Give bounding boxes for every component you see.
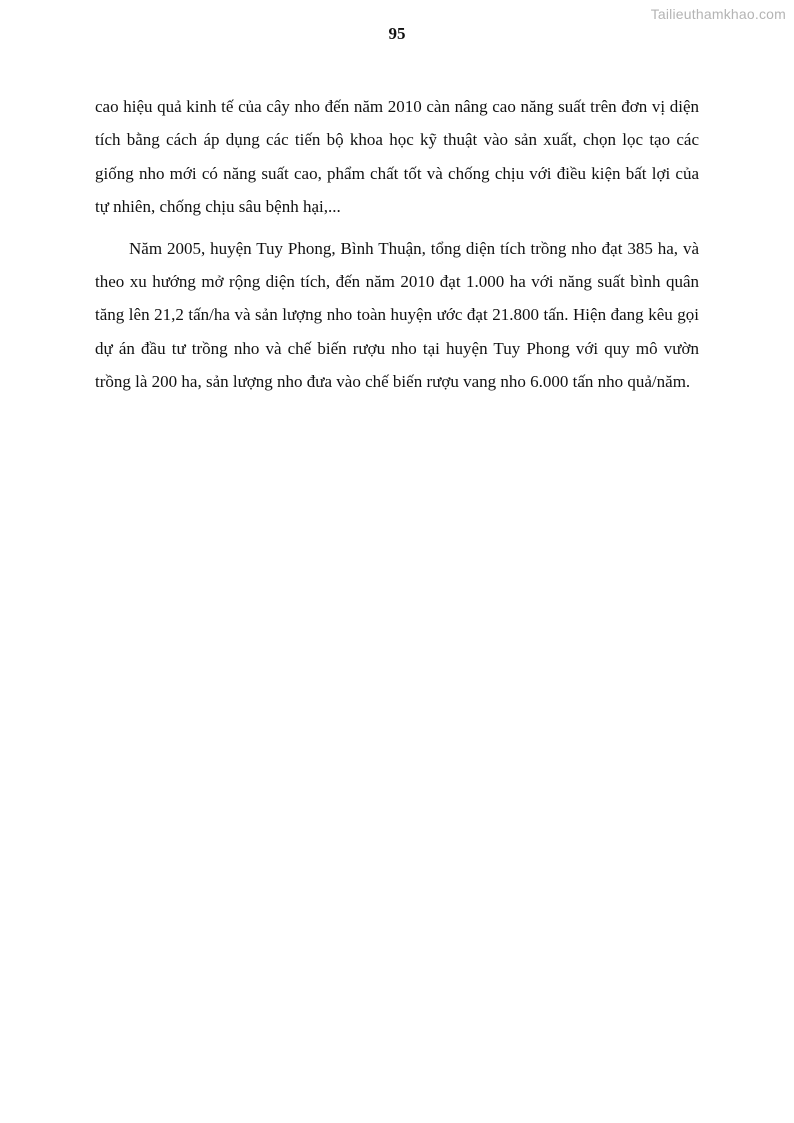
page-number: 95 xyxy=(388,24,406,43)
paragraph-tuy-phong: Năm 2005, huyện Tuy Phong, Bình Thuận, tổng diện tích trồng nho đạt 385 ha, và theo xu hướng mở rộng diện tích, đến năm 2010 đạt 1.000 ha với năng suất bình quân tăng lên 21,2 tấn/ha và sản lượng nho toàn huyện ước đạt 21.800 tấn. Hiện đang kêu gọi dự án đầu tư trồng nho và chế biến rượu nho tại huyện Tuy Phong với quy mô vườn trồng là 200 ha, sản lượng nho đưa vào chế biến rượu vang nho 6.000 tấn nho quả/năm. xyxy=(95,238,699,392)
paragraph-continuation: cao hiệu quả kinh tế của cây nho đến năm 2010 càn nâng cao năng suất trên đơn vị diện tích bằng cách áp dụng các tiến bộ khoa học kỹ thuật vào sản xuất, chọn lọc tạo các giống nho mới có năng suất cao, phẩm chất tốt và chống chịu với điều kiện bất lợi của tự nhiên, chống chịu sâu bệnh hại,... xyxy=(95,97,699,217)
watermark-text: Tailieuthamkhao.com xyxy=(650,6,786,22)
document-body xyxy=(95,90,699,407)
